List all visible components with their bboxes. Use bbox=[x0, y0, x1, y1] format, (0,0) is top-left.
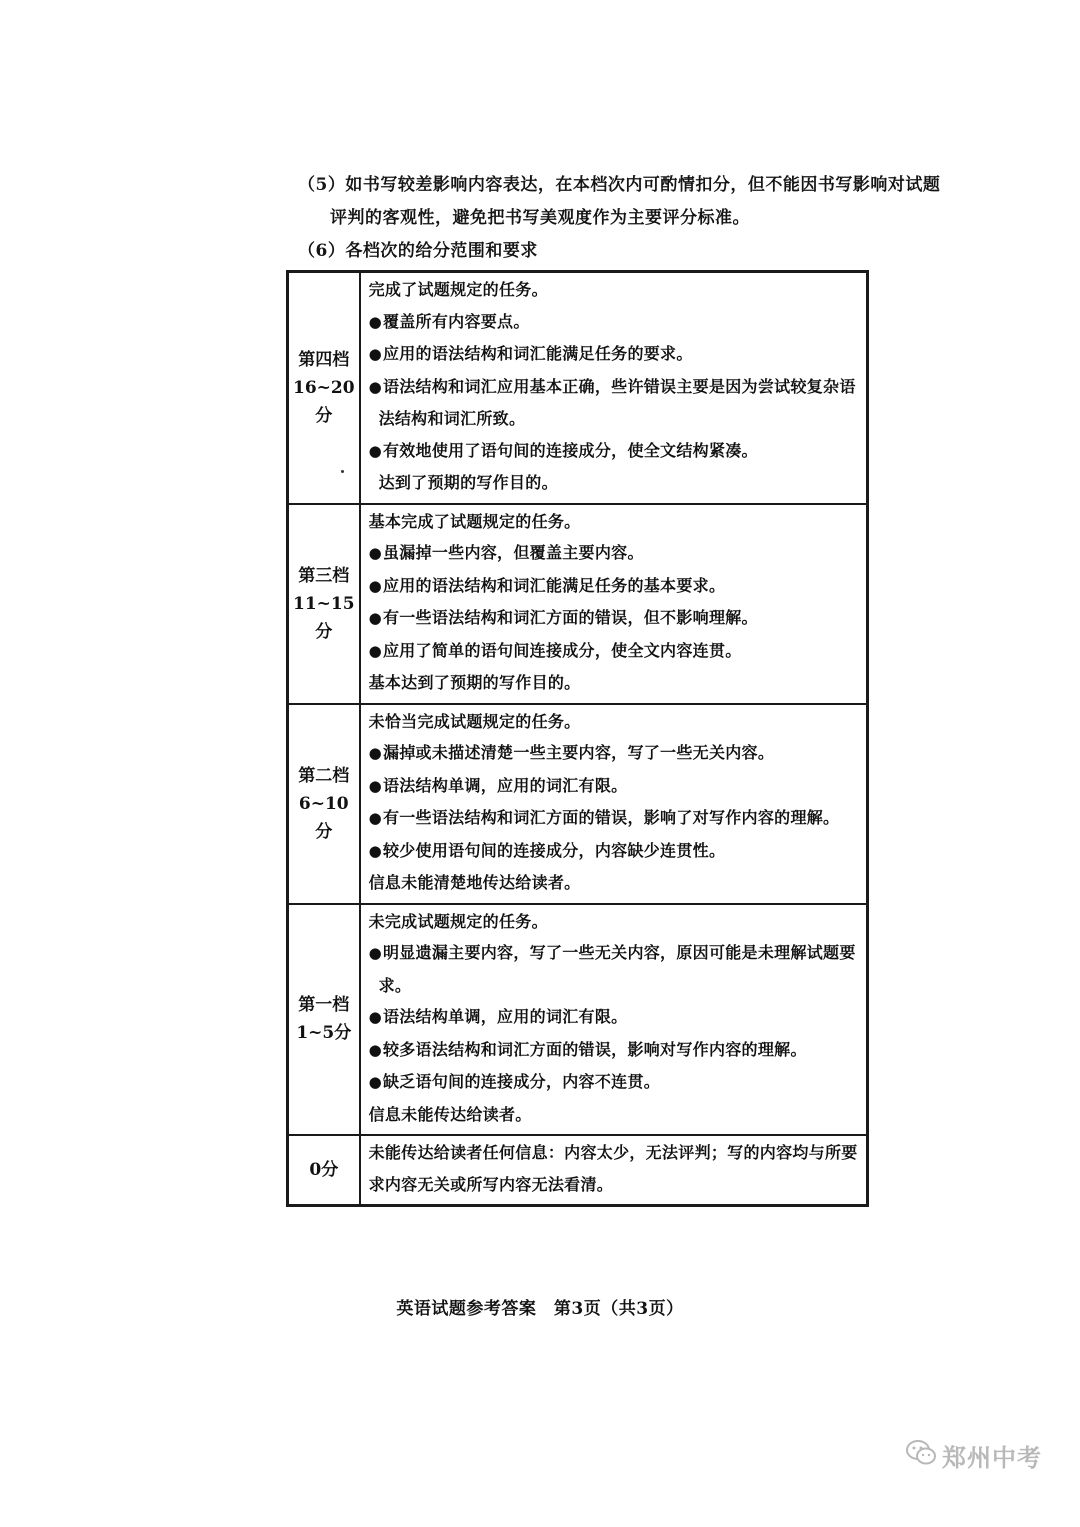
grade-level-cell bbox=[288, 704, 360, 904]
grade-bullet: ● 覆盖所有内容要点。 bbox=[369, 306, 858, 339]
grade-description bbox=[360, 1135, 868, 1206]
grade-row-1 bbox=[288, 904, 868, 1136]
grade-score-range: 6~10分 bbox=[298, 793, 349, 842]
grade-bullet: ● 有效地使用了语句间的连接成分，使全文结构紧凑。 bbox=[369, 435, 858, 468]
grade-bullet: ● 语法结构单调，应用的词汇有限。 bbox=[369, 1001, 858, 1034]
grade-zero-line-1: 未能传达给读者任何信息：内容太少，无法评判；写的内容均与所要 bbox=[368, 1143, 858, 1162]
grade-bullet: ● 语法结构和词汇应用基本正确，些许错误主要是因为尝试较复杂语 bbox=[369, 371, 858, 404]
note-5-line-1: （5）如书写较差影响内容表达，在本档次内可酌情扣分，但不能因书写影响对试题 bbox=[298, 175, 941, 195]
grade-level-name: 第四档 bbox=[298, 349, 350, 370]
grade-row-0 bbox=[288, 1135, 868, 1206]
grade-bullet: ● 虽漏掉一些内容，但覆盖主要内容。 bbox=[369, 537, 858, 570]
grade-level-name: 第二档 bbox=[298, 765, 350, 786]
grade-bullet: ● 漏掉或未描述清楚一些主要内容，写了一些无关内容。 bbox=[369, 737, 858, 770]
grade-outro: 信息未能清楚地传达给读者。 bbox=[368, 873, 581, 892]
grade-level-cell bbox=[288, 1135, 360, 1206]
grade-description bbox=[360, 272, 868, 504]
grade-description bbox=[360, 504, 868, 704]
grade-row-4 bbox=[288, 272, 868, 504]
grade-bullet: ● 语法结构单调，应用的词汇有限。 bbox=[369, 770, 858, 803]
grade-bullet: ● 较多语法结构和词汇方面的错误，影响对写作内容的理解。 bbox=[369, 1034, 858, 1067]
grade-intro: 基本完成了试题规定的任务。 bbox=[368, 511, 581, 531]
grade-row-3 bbox=[288, 504, 868, 704]
page-footer: 英语试题参考答案 第3页（共3页） bbox=[396, 1299, 684, 1319]
scan-speck bbox=[341, 470, 344, 473]
watermark-text: 郑州中考 bbox=[942, 1444, 1042, 1472]
grade-level-name: 第一档 bbox=[298, 995, 350, 1016]
grading-table bbox=[286, 270, 869, 1207]
grade-bullet-continuation: 求。 bbox=[378, 975, 412, 995]
grade-zero-line-2: 求内容无关或所写内容无法看清。 bbox=[368, 1174, 614, 1194]
grade-score-range: 11~15分 bbox=[293, 593, 355, 642]
grade-bullet: ● 有一些语法结构和词汇方面的错误，但不影响理解。 bbox=[369, 602, 858, 635]
grade-bullet: ● 较少使用语句间的连接成分，内容缺少连贯性。 bbox=[369, 835, 858, 868]
grade-row-2 bbox=[288, 704, 868, 904]
grade-description bbox=[360, 904, 868, 1136]
wechat-icon bbox=[906, 1440, 936, 1472]
grade-outro: 信息未能传达给读者。 bbox=[368, 1104, 532, 1124]
grade-bullet: ● 明显遗漏主要内容，写了一些无关内容，原因可能是未理解试题要 bbox=[369, 937, 858, 970]
grade-outro: 基本达到了预期的写作目的。 bbox=[368, 673, 581, 692]
grade-score-range: 16~20分 bbox=[293, 377, 355, 426]
watermark bbox=[906, 1438, 1042, 1473]
grade-intro: 未恰当完成试题规定的任务。 bbox=[368, 711, 581, 731]
grade-level-cell bbox=[288, 504, 360, 704]
grade-bullet: ● 应用了简单的语句间连接成分，使全文内容连贯。 bbox=[369, 635, 858, 668]
grade-score-range: 1~5分 bbox=[296, 1023, 352, 1044]
grade-level-name: 0分 bbox=[309, 1160, 339, 1180]
grade-outro: 达到了预期的写作目的。 bbox=[378, 473, 558, 492]
grade-intro: 未完成试题规定的任务。 bbox=[368, 911, 548, 931]
grade-description bbox=[360, 704, 868, 904]
grade-bullet-continuation: 法结构和词汇所致。 bbox=[378, 409, 526, 428]
grade-bullet: ● 应用的语法结构和词汇能满足任务的基本要求。 bbox=[369, 570, 858, 603]
grade-level-name: 第三档 bbox=[298, 565, 350, 586]
grade-level-cell bbox=[288, 272, 360, 504]
grade-bullet: ● 有一些语法结构和词汇方面的错误，影响了对写作内容的理解。 bbox=[369, 802, 858, 835]
grade-intro: 完成了试题规定的任务。 bbox=[368, 280, 548, 299]
note-6-heading: （6）各档次的给分范围和要求 bbox=[298, 241, 538, 261]
grade-bullet: ● 应用的语法结构和词汇能满足任务的要求。 bbox=[369, 338, 858, 371]
note-5-line-2: 评判的客观性，避免把书写美观度作为主要评分标准。 bbox=[330, 208, 750, 228]
grade-level-cell bbox=[288, 904, 360, 1136]
grade-bullet: ● 缺乏语句间的连接成分，内容不连贯。 bbox=[369, 1066, 858, 1099]
